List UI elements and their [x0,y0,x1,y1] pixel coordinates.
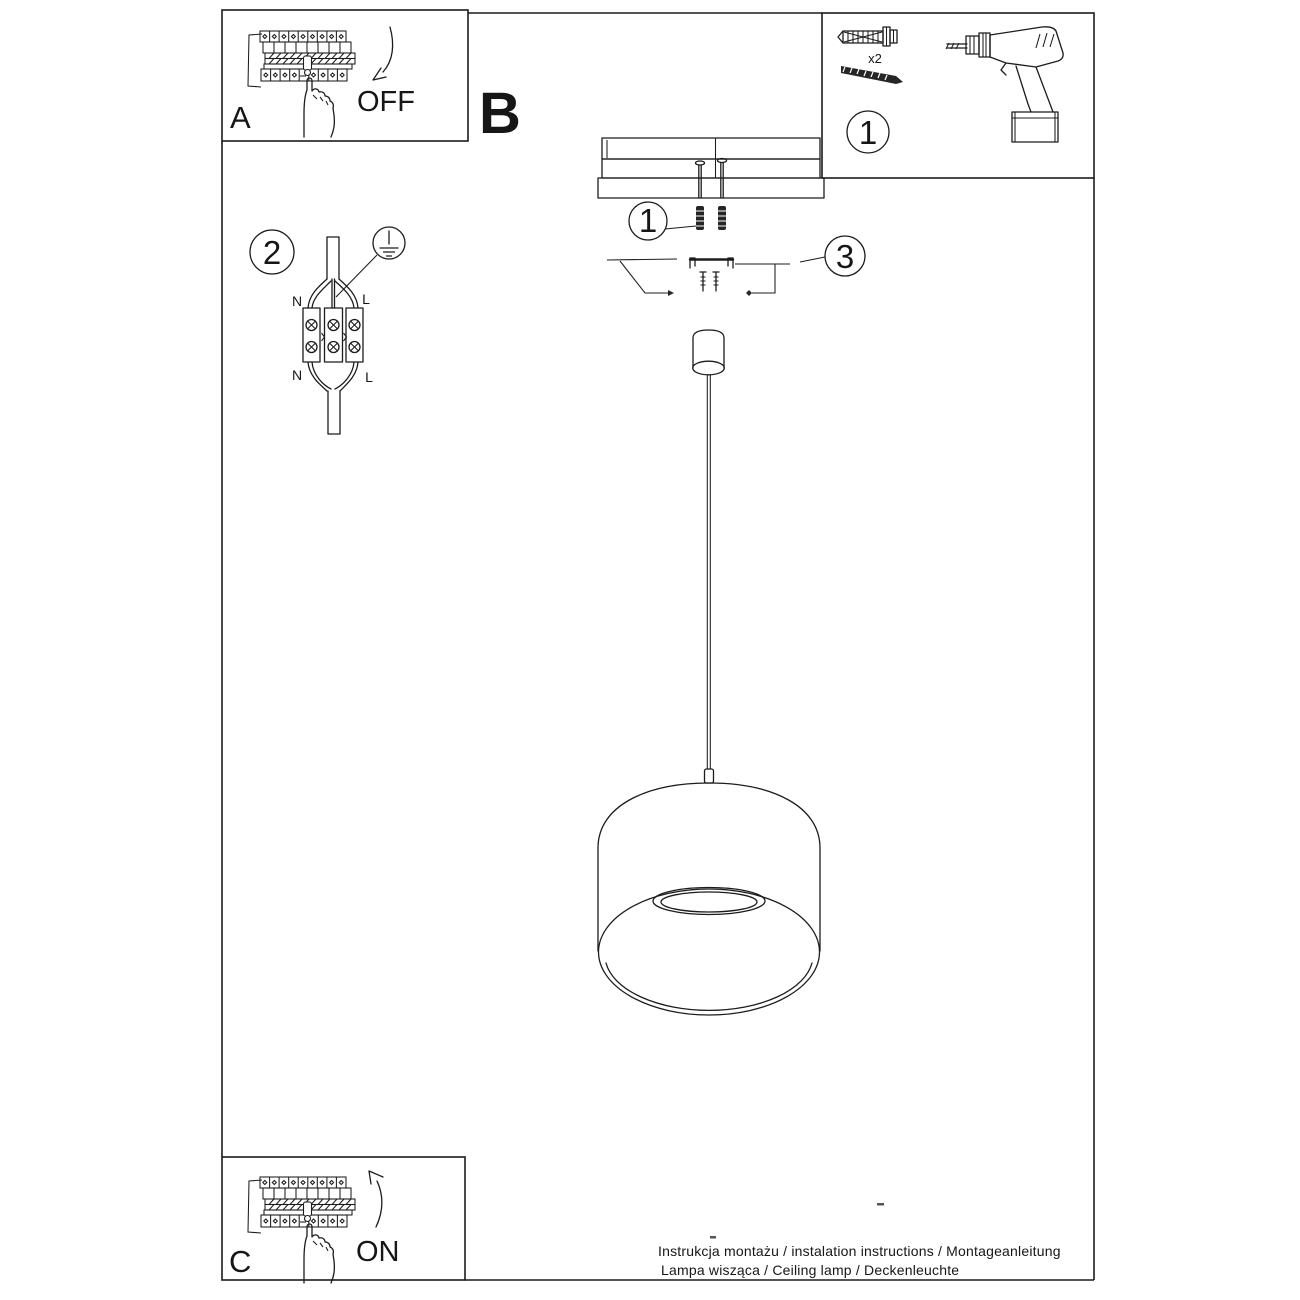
ground-symbol-icon [336,227,405,297]
mains-cable-bottom [328,391,340,434]
anchors-badge: 1 [638,202,658,239]
step-a-box [222,10,468,141]
label-live-top: L [362,291,370,307]
screw-icon [841,66,903,84]
footer-text-line2: Lampa wisząca / Ceiling lamp / Deckenleuchte [661,1262,960,1278]
label-live-bottom: L [365,369,373,385]
wires [308,279,358,308]
terminal-block [303,308,363,362]
drill-icon [946,27,1063,142]
suspension-cable [707,375,710,769]
wires-bottom [308,362,358,391]
arrow-up-icon [369,1171,383,1227]
mains-cable-top [327,237,339,279]
tools-box [822,13,1094,178]
arrow-down-icon [373,27,393,80]
lampshade [598,783,820,1015]
step1-badge: 1 [858,114,878,151]
ceiling-canopy [693,330,725,375]
footer-text-line1: Instrukcja montażu / instalation instructions / Montageanleitung [658,1243,1061,1259]
anchor-qty-label: x2 [868,51,882,66]
label-neutral-top: N [291,293,303,309]
bracket-screws [700,272,719,291]
page-border [222,13,1094,1280]
step-c-box [222,1157,465,1283]
step-b-label: B [479,81,521,146]
cable-connector [705,769,714,783]
registration-mark-2 [710,1236,716,1239]
wiring-badge: 2 [262,234,282,271]
bracket-badge: 3 [835,238,855,275]
step-c-label: C [229,1244,252,1279]
on-label: ON [356,1236,400,1268]
wall-anchors [696,206,726,230]
label-neutral-bottom: N [291,367,303,383]
registration-mark [877,1203,884,1206]
off-label: OFF [357,86,415,118]
terminal-screws [306,320,360,353]
mounting-bracket-icon [690,258,733,291]
wall-plug-icon [838,27,897,46]
ceiling-cross-section [598,138,824,198]
step-a-label: A [230,100,251,135]
anchors-leader-line [665,226,696,229]
